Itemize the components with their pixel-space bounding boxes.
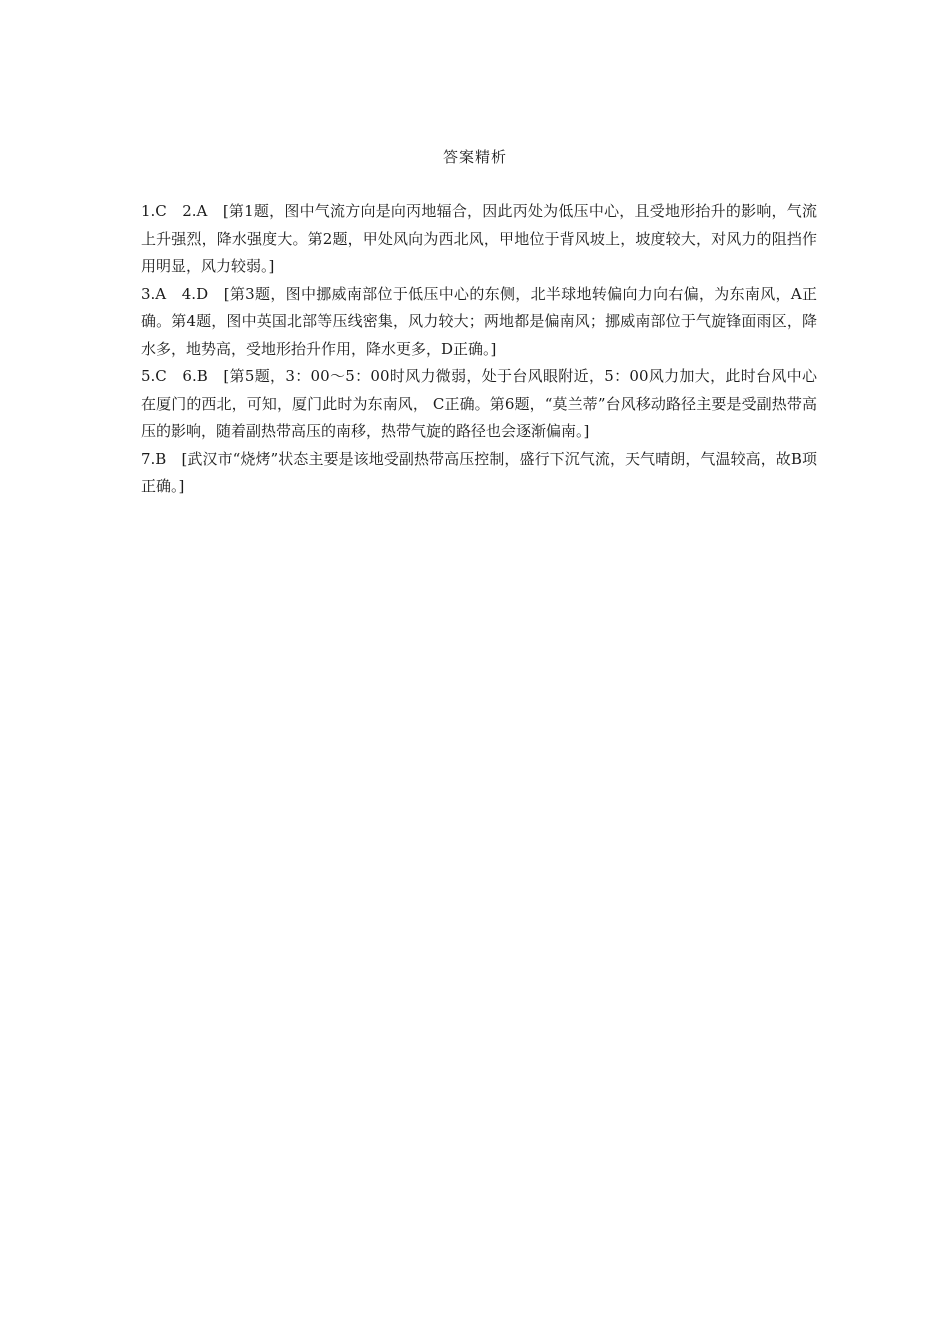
answer-item-7 — [141, 446, 817, 501]
answer-item-5-6 — [141, 363, 817, 446]
answer-item-3-4 — [141, 281, 817, 364]
answer-text: 5.C 6.B [第5题，3：00～5：00时风力微弱，处于台风眼附近，5：00风力加大，此时台风中心在厦门的西北，可知，厦门此时为东南风， C正确。第6题，“莫兰蒂”台风移动路径主要是受副热带高压的影响，随着副热带高压的南移，热带气旋的路径也会逐渐偏南。] — [141, 367, 817, 440]
answer-text: 7.B [武汉市“烧烤”状态主要是该地受副热带高压控制，盛行下沉气流，天气晴朗，气温较高，故B项正确。] — [141, 449, 817, 495]
page-title: 答案精析 — [442, 148, 507, 166]
answer-list — [141, 198, 817, 501]
answer-item-1-2 — [141, 198, 817, 281]
answer-text: 3.A 4.D [第3题，图中挪威南部位于低压中心的东侧，北半球地转偏向力向右偏，为东南风，A正确。第4题，图中英国北部等压线密集，风力较大；两地都是偏南风；挪威南部位于气旋锋面雨区，降水多，地势高，受地形抬升作用，降水更多，D正确。] — [141, 284, 817, 358]
answer-text: 1.C 2.A [第1题，图中气流方向是向丙地辐合，因此丙处为低压中心，且受地形抬升的影响，气流上升强烈，降水强度大。第2题，甲处风向为西北风，甲地位于背风坡上，坡度较大，对风力的阻挡作用明显，风力较弱。] — [141, 202, 817, 275]
